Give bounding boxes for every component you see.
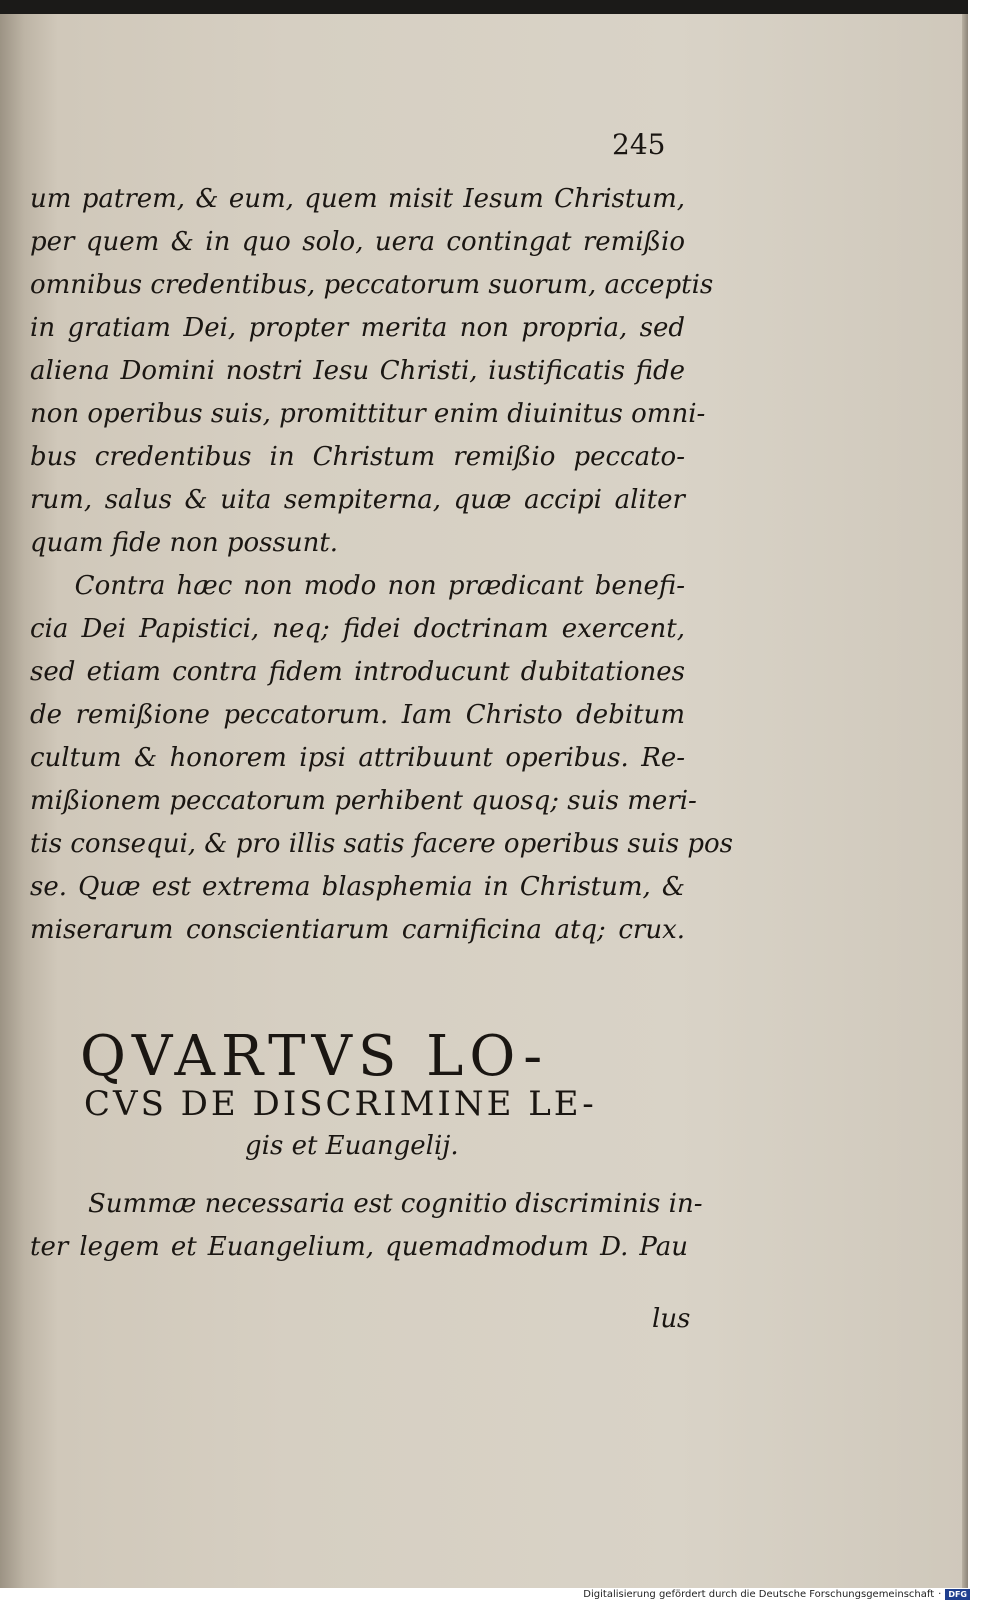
text-line: Contra hæc non modo non prædicant benefi-	[30, 571, 685, 601]
text-line: cultum & honorem ipsi attribuunt operibus. Re-	[30, 743, 685, 773]
digitization-footer: Digitalisierung gefördert durch die Deutsche Forschungsgemeinschaft · DFG	[583, 1589, 970, 1600]
dfg-logo: DFG	[945, 1589, 970, 1600]
text-line: non operibus suis, promittitur enim diuinitus omni-	[30, 399, 706, 429]
text-line: bus credentibus in Christum remißio peccato-	[30, 442, 685, 472]
text-line: mißionem peccatorum perhibent quosq; suis meri-	[30, 786, 697, 816]
text-line: de remißione peccatorum. Iam Christo debitum	[30, 700, 685, 730]
text-line: rum, salus & uita sempiterna, quæ accipi aliter	[30, 485, 685, 515]
section-heading-line-2: CVS DE DISCRIMINE LE-	[84, 1084, 597, 1124]
text-line: tis consequi, & pro illis satis facere operibus suis pos	[30, 829, 734, 859]
text-line: se. Quæ est extrema blasphemia in Christum, &	[30, 872, 685, 902]
text-line: um patrem, & eum, quem misit Iesum Christum,	[30, 184, 685, 214]
text-line: omnibus credentibus, peccatorum suorum, acceptis	[30, 270, 714, 300]
text-line: quam fide non possunt.	[30, 528, 339, 558]
section-heading-line-1: QVARTVS LO-	[80, 1024, 549, 1089]
text-line: aliena Domini nostri Iesu Christi, iustificatis fide	[30, 356, 685, 386]
text-line: sed etiam contra fidem introducunt dubitationes	[30, 657, 685, 687]
text-line: ter legem et Euangelium, quemadmodum D. Pau	[30, 1232, 688, 1262]
catchword: lus	[652, 1304, 691, 1334]
text-line: in gratiam Dei, propter merita non propria, sed	[30, 313, 685, 343]
text-line: miserarum conscientiarum carnificina atq; crux.	[30, 915, 685, 945]
footer-credit: Digitalisierung gefördert durch die Deutsche Forschungsgemeinschaft	[583, 1589, 935, 1600]
text-line: per quem & in quo solo, uera contingat remißio	[30, 227, 685, 257]
page-number: 245	[612, 128, 666, 161]
text-line: cia Dei Papistici, neq; fidei doctrinam exercent,	[30, 614, 685, 644]
text-line: Summæ necessaria est cognitio discriminis in-	[88, 1189, 703, 1219]
section-heading-line-3: gis et Euangelij.	[245, 1131, 459, 1161]
